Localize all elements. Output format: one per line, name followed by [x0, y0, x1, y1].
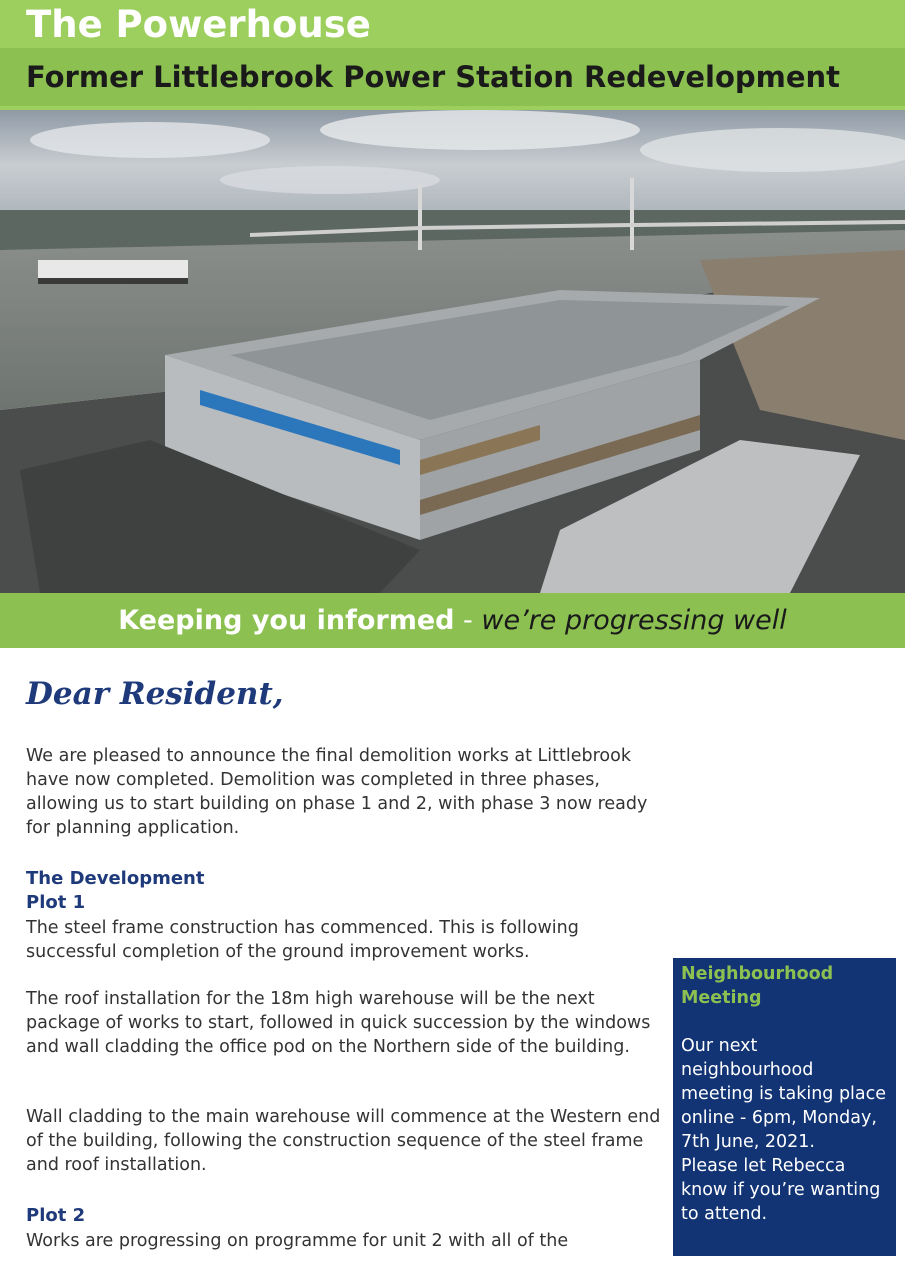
tagline — [118, 605, 787, 636]
plot2-paragraph-1: Works are progressing on programme for unit 2 with all of the — [26, 1231, 569, 1251]
neighbourhood-meeting-box — [673, 958, 896, 1256]
greeting: Dear Resident, — [26, 676, 284, 712]
plot1-paragraph-1: The steel frame construction has commenced. This is following successful completion of the ground improvement works. — [26, 918, 579, 962]
sidebar-heading: Neighbourhood Meeting — [681, 964, 834, 1008]
tagline-strong: Keeping you informed — [118, 605, 455, 636]
hero-photo — [0, 110, 905, 593]
plot1-heading: Plot 1 — [26, 892, 86, 913]
plot1-paragraph-2: The roof installation for the 18m high warehouse will be the next package of works to start, followed in quick succession by the windows and wall cladding the office pod on the Northern side of the building. — [26, 989, 651, 1057]
page-title: The Powerhouse — [26, 3, 371, 46]
subtitle-band — [0, 48, 905, 106]
tagline-band — [0, 593, 905, 648]
intro-paragraph: We are pleased to announce the final demolition works at Littlebrook have now completed. Demolition was completed in three phases, allowing us to start building on phase 1 and 2, with phase 3 now ready for planning application. — [26, 746, 648, 838]
section-heading: The Development — [26, 868, 205, 889]
tagline-separator: - — [454, 605, 482, 636]
sidebar-text-2: Please let Rebecca know if you’re wanting to attend. — [681, 1156, 881, 1224]
tagline-emphasis: we’re progressing well — [481, 605, 787, 636]
plot1-paragraph-3: Wall cladding to the main warehouse will commence at the Western end of the building, following the construction sequence of the steel frame and roof installation. — [26, 1107, 661, 1175]
plot2-heading: Plot 2 — [26, 1205, 86, 1226]
sidebar-text: Our next neighbourhood meeting is taking place online - 6pm, Monday, 7th June, 2021. — [681, 1036, 887, 1152]
header-band — [0, 0, 905, 110]
page-subtitle: Former Littlebrook Power Station Redevelopment — [26, 60, 841, 94]
